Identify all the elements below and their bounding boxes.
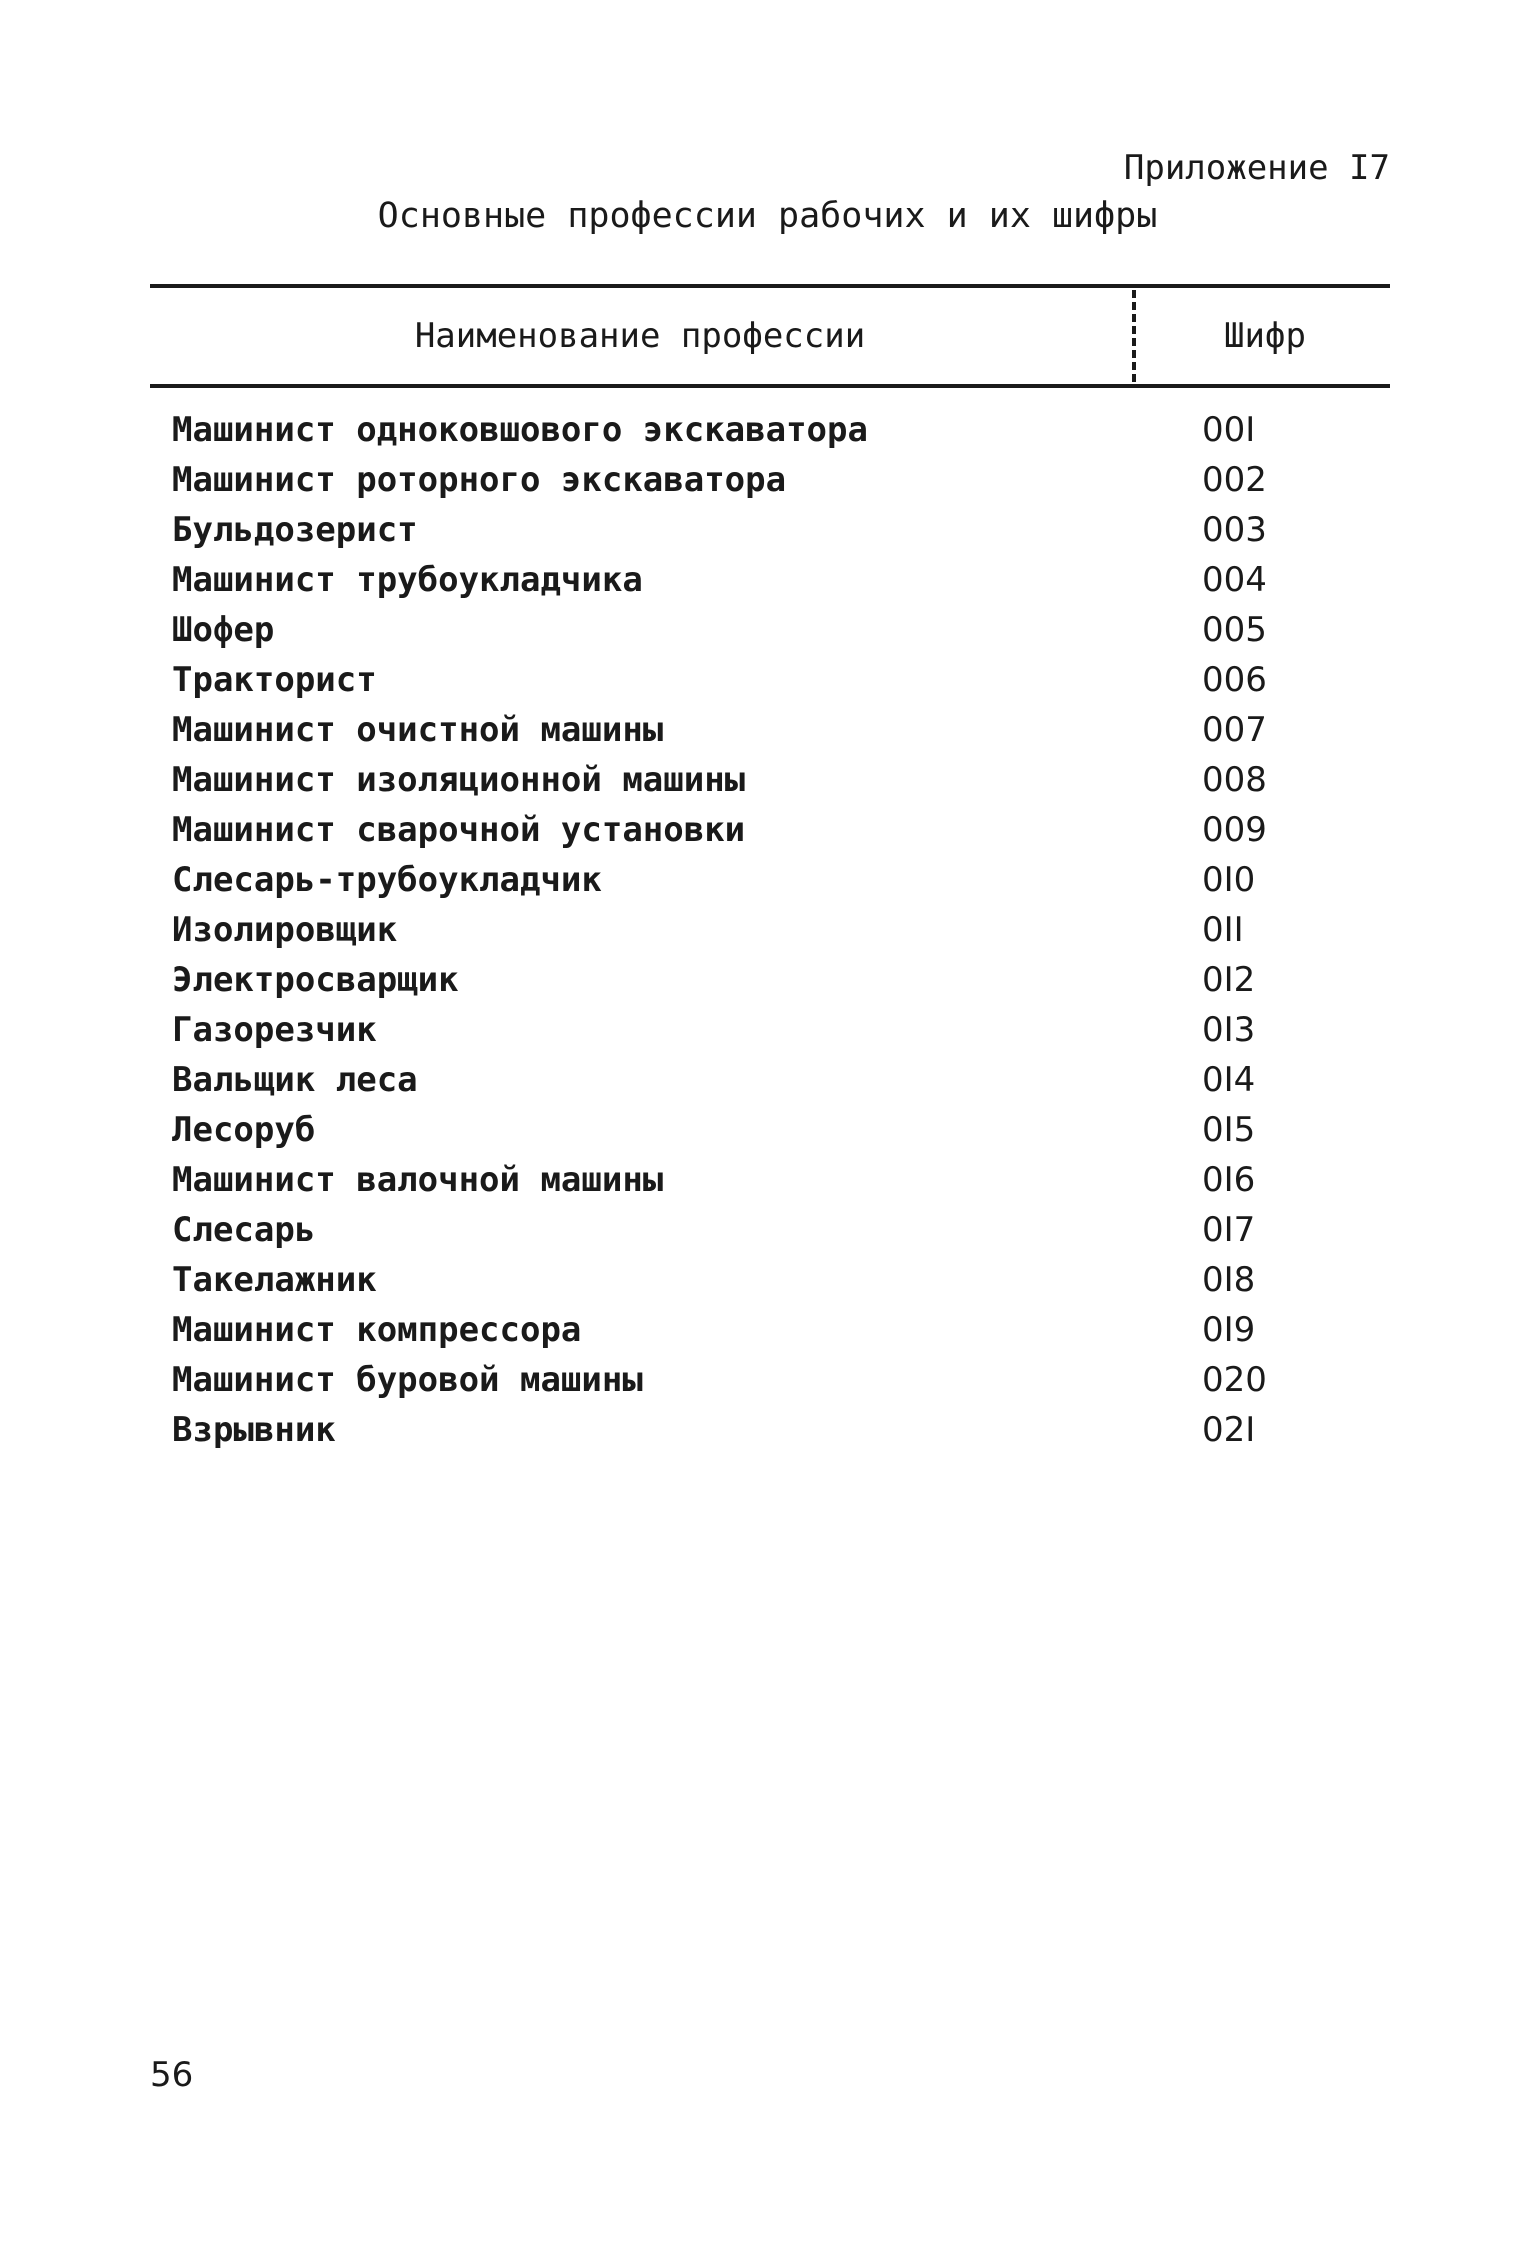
table-body — [150, 410, 1390, 1460]
appendix-label: Приложение I7 — [1123, 148, 1390, 188]
profession-name: Взрывник — [172, 1410, 336, 1450]
table-row — [150, 1360, 1390, 1410]
table-row — [150, 1260, 1390, 1310]
profession-code: 0II — [1202, 910, 1244, 950]
profession-code: 002 — [1202, 460, 1267, 500]
table-row — [150, 760, 1390, 810]
profession-name: Бульдозерист — [172, 510, 418, 550]
profession-code: 00I — [1202, 410, 1256, 450]
profession-name: Электросварщик — [172, 960, 459, 1000]
table-row — [150, 560, 1390, 610]
profession-code: 007 — [1202, 710, 1267, 750]
table-row — [150, 660, 1390, 710]
profession-code: 0I9 — [1202, 1310, 1256, 1350]
table-row — [150, 610, 1390, 660]
table-row — [150, 410, 1390, 460]
profession-code: 004 — [1202, 560, 1267, 600]
table-row — [150, 1310, 1390, 1360]
table-header — [150, 288, 1390, 384]
profession-code: 020 — [1202, 1360, 1267, 1400]
profession-code: 005 — [1202, 610, 1267, 650]
profession-code: 02I — [1202, 1410, 1256, 1450]
table-row — [150, 860, 1390, 910]
profession-code: 008 — [1202, 760, 1267, 800]
professions-table — [150, 284, 1390, 1460]
profession-code: 0I5 — [1202, 1110, 1256, 1150]
profession-code: 0I2 — [1202, 960, 1256, 1000]
header-separator — [1132, 290, 1140, 382]
profession-code: 006 — [1202, 660, 1267, 700]
profession-name: Газорезчик — [172, 1010, 377, 1050]
profession-name: Машинист сварочной установки — [172, 810, 746, 850]
profession-name: Машинист компрессора — [172, 1310, 582, 1350]
table-row — [150, 1110, 1390, 1160]
profession-name: Слесарь — [172, 1210, 316, 1250]
profession-code: 0I3 — [1202, 1010, 1256, 1050]
profession-code: 009 — [1202, 810, 1267, 850]
profession-name: Машинист изоляционной машины — [172, 760, 746, 800]
header-profession-name: Наименование профессии — [414, 316, 866, 356]
profession-name: Шофер — [172, 610, 275, 650]
page-number: 56 — [150, 2055, 194, 2095]
table-row — [150, 1010, 1390, 1060]
profession-name: Машинист буровой машины — [172, 1360, 643, 1400]
profession-name: Тракторист — [172, 660, 377, 700]
table-row — [150, 1210, 1390, 1260]
header-code: Шифр — [1224, 316, 1306, 356]
table-row — [150, 1410, 1390, 1460]
table-row — [150, 510, 1390, 560]
table-header-rule — [150, 384, 1390, 388]
table-row — [150, 460, 1390, 510]
profession-name: Вальщик леса — [172, 1060, 418, 1100]
profession-name: Машинист одноковшового экскаватора — [172, 410, 868, 450]
profession-name: Слесарь-трубоукладчик — [172, 860, 602, 900]
table-row — [150, 910, 1390, 960]
profession-name: Изолировщик — [172, 910, 398, 950]
profession-name: Лесоруб — [172, 1110, 316, 1150]
table-row — [150, 710, 1390, 760]
profession-code: 0I0 — [1202, 860, 1256, 900]
profession-name: Машинист очистной машины — [172, 710, 664, 750]
table-row — [150, 960, 1390, 1010]
profession-code: 0I8 — [1202, 1260, 1256, 1300]
document-title: Основные профессии рабочих и их шифры — [377, 196, 1158, 236]
profession-name: Машинист валочной машины — [172, 1160, 664, 1200]
profession-name: Машинист роторного экскаватора — [172, 460, 787, 500]
table-row — [150, 1160, 1390, 1210]
profession-code: 0I4 — [1202, 1060, 1256, 1100]
profession-name: Такелажник — [172, 1260, 377, 1300]
profession-code: 0I7 — [1202, 1210, 1256, 1250]
profession-code: 003 — [1202, 510, 1267, 550]
table-row — [150, 1060, 1390, 1110]
table-row — [150, 810, 1390, 860]
profession-name: Машинист трубоукладчика — [172, 560, 643, 600]
profession-code: 0I6 — [1202, 1160, 1256, 1200]
